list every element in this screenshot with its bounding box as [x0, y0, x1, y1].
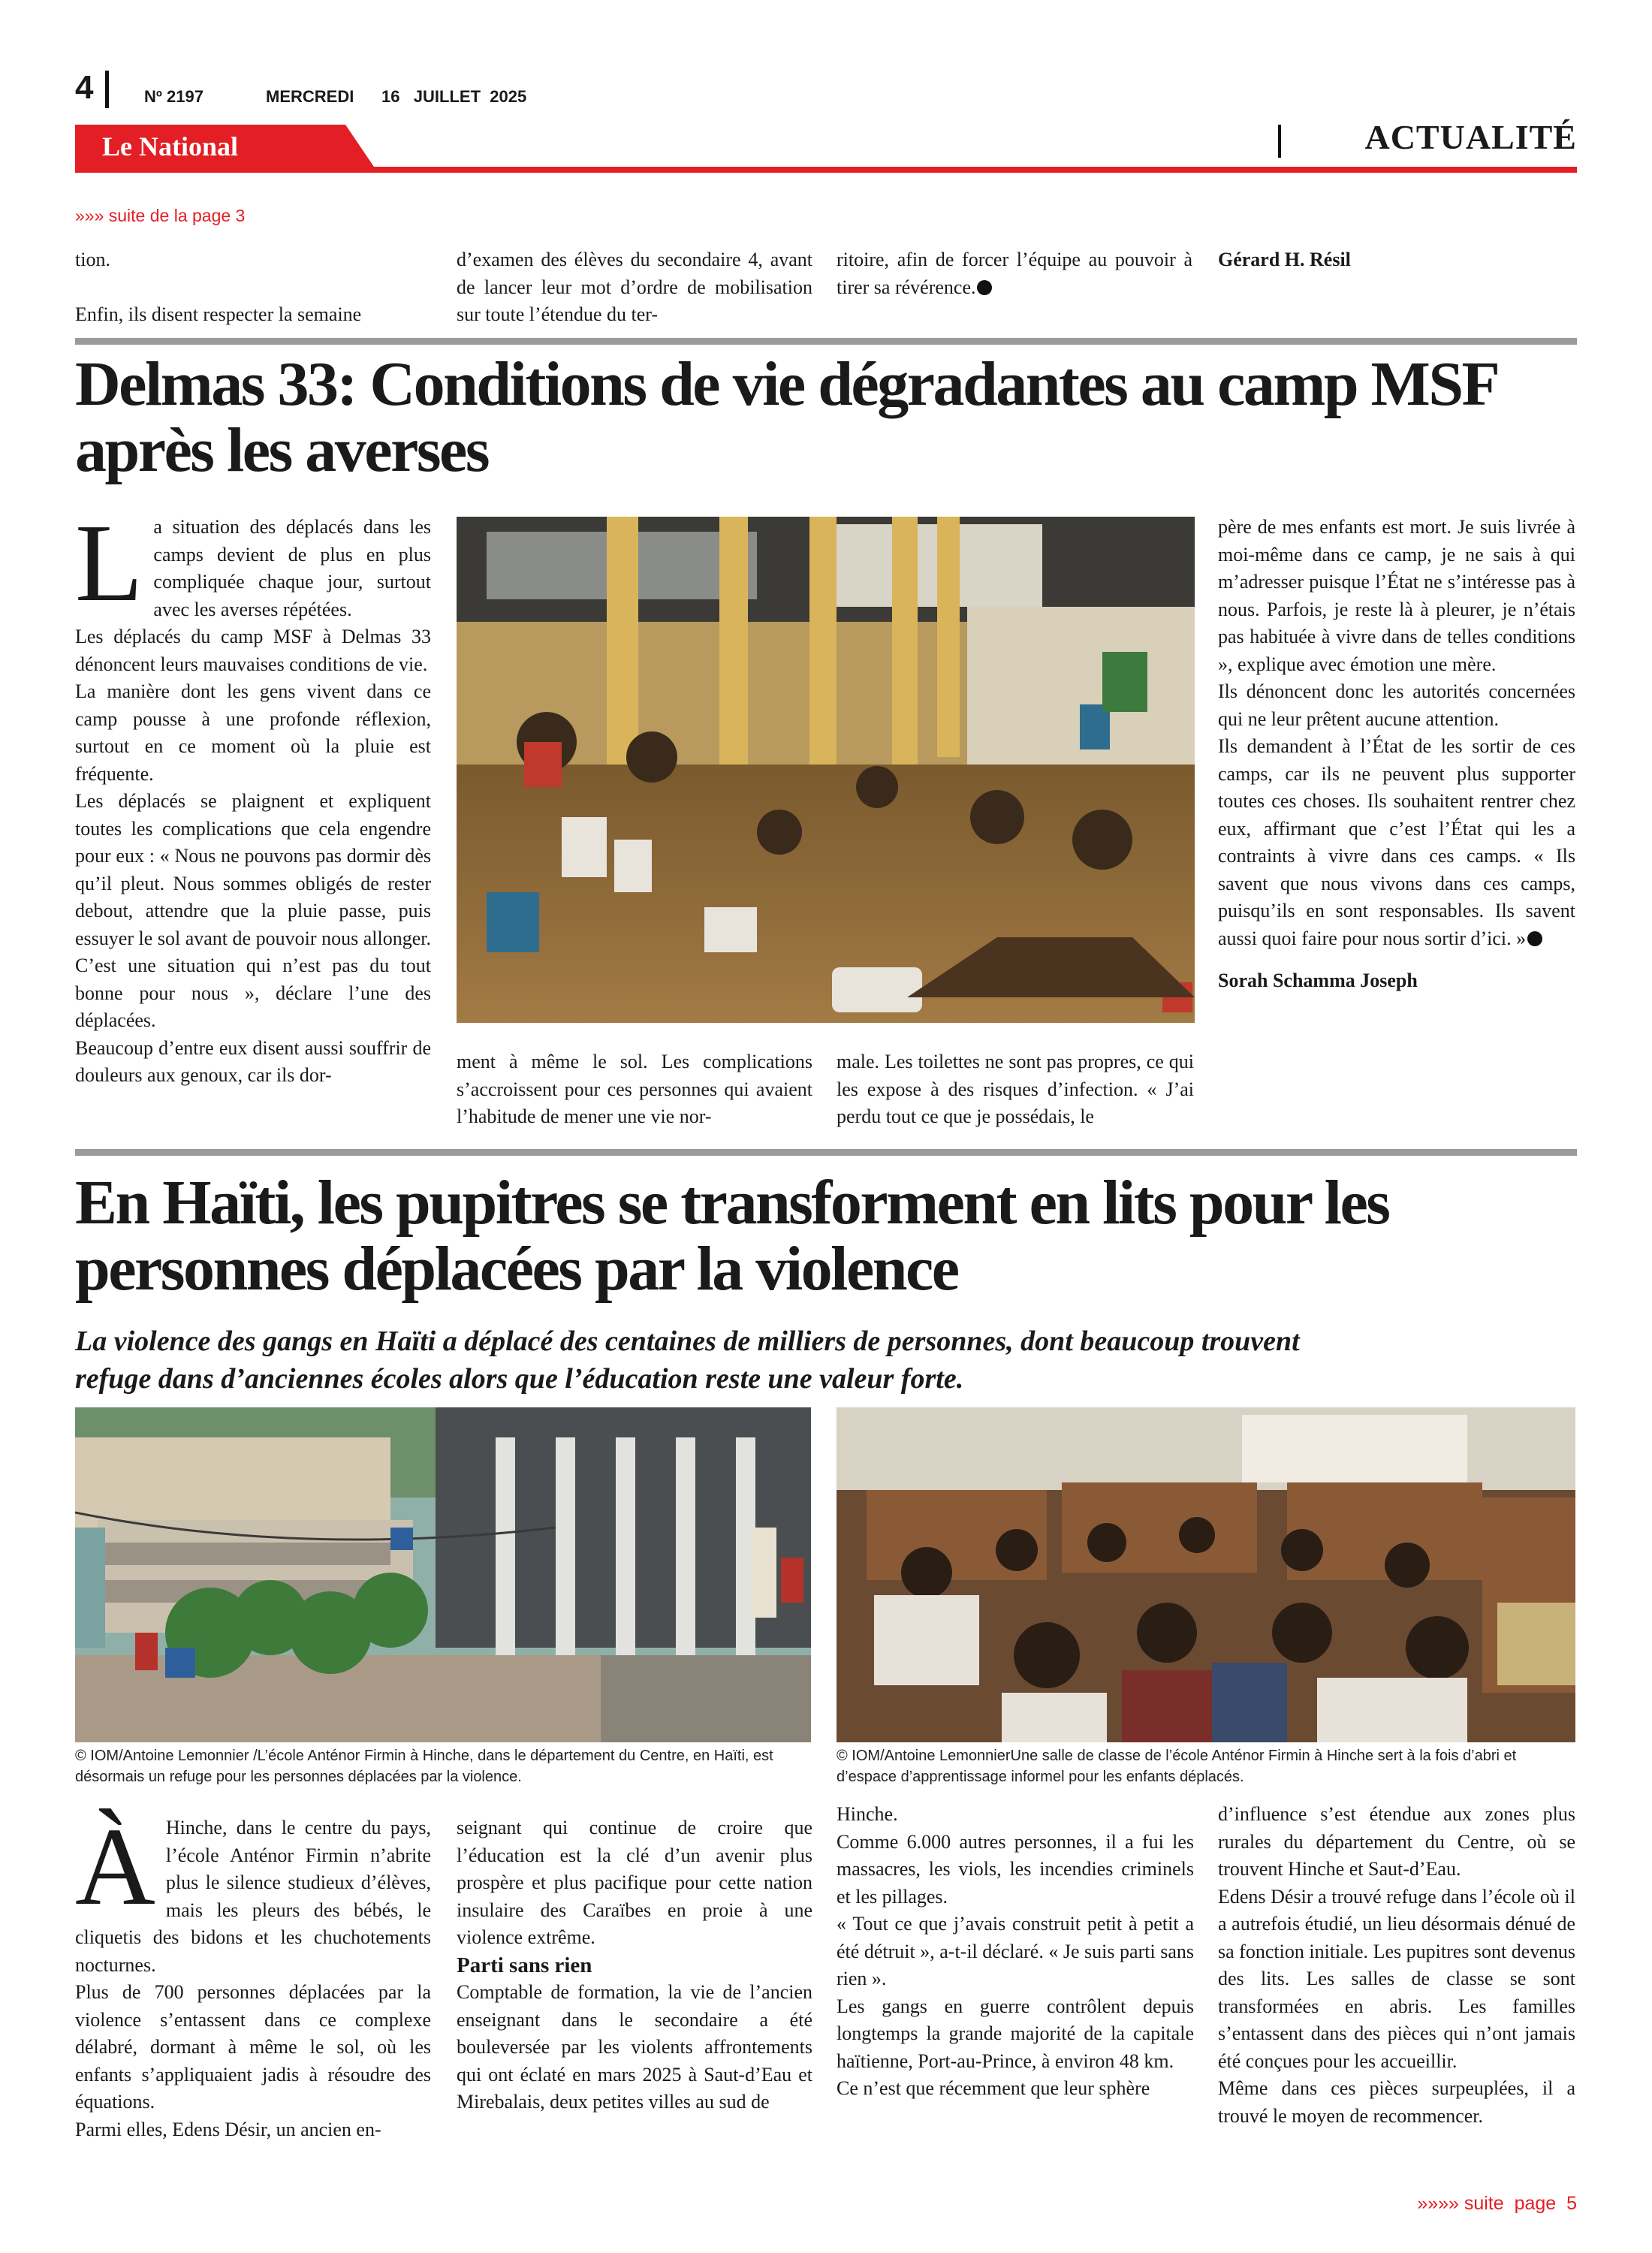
- article2-col4-paragraph: Edens Désir a trouvé refuge dans l’école où il a autrefois étudié, un lieu désormais dénué de sa fonction initiale. Les pupitres sont devenus des lits. Les salles de classe se sont transformées en abris. Les familles s’entassent dans des pièces qui n’ont jamais été conçues pour les accueillir.: [1218, 1885, 1575, 2072]
- section-label: ACTUALITÉ: [1364, 118, 1577, 156]
- article1-paragraph: La manière dont les gens vivent dans ce camp pousse à une profonde réflexion, surtout en ce moment où la pluie est fréquente.: [75, 680, 431, 785]
- brand-name: Le National: [102, 131, 239, 161]
- article2-deck-line1: La violence des gangs en Haïti a déplacé des centaines de milliers de personnes, dont beaucoup trouvent: [75, 1326, 1300, 1357]
- article1-paragraph: Beaucoup d’entre eux disent aussi souffrir de douleurs aux genoux, car ils dor-: [75, 1036, 431, 1086]
- article2-title-line1: En Haïti, les pupitres se transforment en lits pour les: [75, 1168, 1389, 1238]
- article1-col4: [1218, 514, 1575, 995]
- article2-caption-right: © IOM/Antoine LemonnierUne salle de classe de l’école Anténor Firmin à Hinche sert à la fois d’abri et d’espace d’apprentissage informel pour les enfants déplacés.: [837, 1748, 1517, 1785]
- prev-col2-text: d’examen des élèves du secondaire 4, avant de lancer leur mot d’ordre de mobilisation sur toute l’étendue du ter-: [457, 249, 812, 325]
- article2-col2: [457, 1814, 812, 2116]
- prev-article-col1: [75, 246, 433, 328]
- article1-photo-camp: [457, 517, 1195, 1023]
- page-number: 4: [75, 69, 94, 106]
- article1-col1: [75, 502, 431, 1090]
- article1-title-line1: Delmas 33: Conditions de vie dégradantes au camp MSF: [75, 349, 1499, 419]
- prev-article-col2: [457, 246, 812, 329]
- section-divider: [1278, 125, 1281, 158]
- end-mark-icon: [1527, 931, 1542, 946]
- issue-number: Nº 2197: [144, 87, 203, 106]
- article1-col4-paragraph: Ils dénoncent donc les autorités concernées qui ne leur prêtent aucune attention.: [1218, 680, 1575, 730]
- article1-col2-text: ment à même le sol. Les complications s’accroissent pour ces personnes qui avaient l’habitude de mener une vie nor-: [457, 1051, 812, 1127]
- article1-col2-bottom: [457, 1048, 812, 1131]
- issue-day: MERCREDI: [266, 87, 354, 106]
- prev-col1-line2: Enfin, ils disent respecter la semaine: [75, 303, 362, 325]
- prev-col1-line1: tion.: [75, 249, 110, 270]
- article2-col3-paragraph: « Tout ce que j’avais construit petit à petit a été détruit », a-t-il déclaré. « Je suis parti sans rien ».: [837, 1913, 1194, 1989]
- article2-photo-courtyard: [75, 1407, 811, 1742]
- section-rule-2: [75, 1149, 1577, 1156]
- article2-col1: [75, 1805, 431, 2143]
- article2-col3-paragraph: Comme 6.000 autres personnes, il a fui les massacres, les viols, les incendies criminels et les pillages.: [837, 1830, 1194, 1908]
- article2-caption-left: © IOM/Antoine Lemonnier /L’école Anténor Firmin à Hinche, dans le département du Centre, en Haïti, est désormais un refuge pour les personnes déplacées par la violence.: [75, 1748, 773, 1785]
- article1-col4-paragraph: Ils demandent à l’État de les sortir de ces camps, car ils ne peuvent plus supporter toutes ces choses. Ils souhaitent rentrer chez eux, affirmant que c’est l’État qui les a contraints à vivre dans ces camps. « Ils savent que nous vivons dans ces camps, puisqu’ils en sont responsables. Ils savent aussi quoi faire pour nous sortir d’ici. »: [1218, 735, 1575, 949]
- article1-dropcap: L: [75, 502, 143, 625]
- prev-col3-text: ritoire, afin de forcer l’équipe au pouvoir à tirer sa révérence.: [837, 249, 1192, 298]
- article2-col3-paragraph: Les gangs en guerre contrôlent depuis longtemps la grande majorité de la capitale haïtienne, Port-au-Prince, à environ 48 km.: [837, 1995, 1194, 2072]
- article1-paragraph: Les déplacés se plaignent et expliquent toutes les complications que cela engendre pour eux : « Nous ne pouvons pas dormir dès qu’il pleut. Nous sommes obligés de rester debout, attendre que la pluie passe, puis essuyer le sol avant de pouvoir nous allonger. C’est une situation qui n’est pas du tout bonne pour nous », déclare l’une des déplacées.: [75, 790, 431, 1031]
- prev-article-col3: [837, 246, 1192, 301]
- issue-date: 16 JUILLET 2025: [381, 87, 527, 106]
- article1-col4-paragraph: père de mes enfants est mort. Je suis livrée à moi-même dans ce camp, je ne sais à qui m’adresser puisque l’État ne s’intéresse pas à nous. Parfois, je reste là à pleurer, je n’étais pas habituée à vivre dans de telles conditions », explique avec émotion une mère.: [1218, 516, 1575, 675]
- article2-col4-paragraph: d’influence s’est étendue aux zones plus rurales du département du Centre, où se trouvent Hinche et Saut-d’Eau.: [1218, 1803, 1575, 1880]
- article2-title-line2: personnes déplacées par la violence: [75, 1234, 958, 1304]
- article2-col2-top: seignant qui continue de croire que l’éducation est la clé d’un avenir plus prospère et plus pacifique pour cette nation insulaire des Caraïbes en proie à une violence extrême.: [457, 1817, 812, 1948]
- article1-author: Sorah Schamma Joseph: [1218, 970, 1418, 991]
- article1-title-line2: après les averses: [75, 415, 489, 485]
- article2-col3: [837, 1801, 1194, 2103]
- continued-from: »»» suite de la page 3: [75, 206, 246, 225]
- section-rule-1: [75, 338, 1577, 345]
- continued-to-link[interactable]: »»»» suite page 5: [1417, 2193, 1577, 2214]
- article1-lead: a situation des déplacés dans les camps devient de plus en plus compliquée chaque jour, surtout avec les averses répétées.: [153, 516, 431, 620]
- article1-col3-bottom: [837, 1048, 1194, 1131]
- article1-col3-text: male. Les toilettes ne sont pas propres, ce qui les expose à des risques d’infection. « J’ai perdu tout ce que je possédais, le: [837, 1051, 1194, 1127]
- article2-col4: [1218, 1801, 1575, 2130]
- page-number-rule: [105, 71, 109, 108]
- article2-col3-paragraph: Hinche.: [837, 1803, 898, 1825]
- article2-lead: Hinche, dans le centre du pays, l’école Anténor Firmin n’abrite plus le silence studieux d’élèves, mais les pleurs des bébés, le cliquetis des bidons et les chuchotements nocturnes.: [75, 1817, 431, 1976]
- article2-subhead: Parti sans rien: [457, 1953, 592, 1977]
- article1-paragraph: Les déplacés du camp MSF à Delmas 33 dénoncent leurs mauvaises conditions de vie.: [75, 626, 431, 675]
- end-mark-icon: [977, 280, 992, 295]
- brand-banner: [75, 123, 1577, 177]
- article2-col2-after: Comptable de formation, la vie de l’ancien enseignant dans le secondaire a été bouleversée par les violents affrontements qui ont éclaté en mars 2025 à Saut-d’Eau et Mirebalais, deux petites villes au sud de: [457, 1981, 812, 2113]
- article2-col1-paragraph: Parmi elles, Edens Désir, un ancien en-: [75, 2118, 381, 2140]
- article2-photo-classroom: [837, 1407, 1575, 1742]
- article2-col1-paragraph: Plus de 700 personnes déplacées par la violence s’entassent dans ce complexe délabré, dormant à même le sol, où les enfants s’appliquaient jadis à résoudre des équations.: [75, 1981, 431, 2113]
- prev-article-author: Gérard H. Résil: [1218, 249, 1351, 270]
- article2-col3-paragraph: Ce n’est que récemment que leur sphère: [837, 2077, 1150, 2099]
- article2-col4-paragraph: Même dans ces pièces surpeuplées, il a trouvé le moyen de recommencer.: [1218, 2077, 1575, 2127]
- article2-deck-line2: refuge dans d’anciennes écoles alors que l’éducation reste une valeur forte.: [75, 1363, 964, 1395]
- article2-dropcap: À: [75, 1805, 155, 1929]
